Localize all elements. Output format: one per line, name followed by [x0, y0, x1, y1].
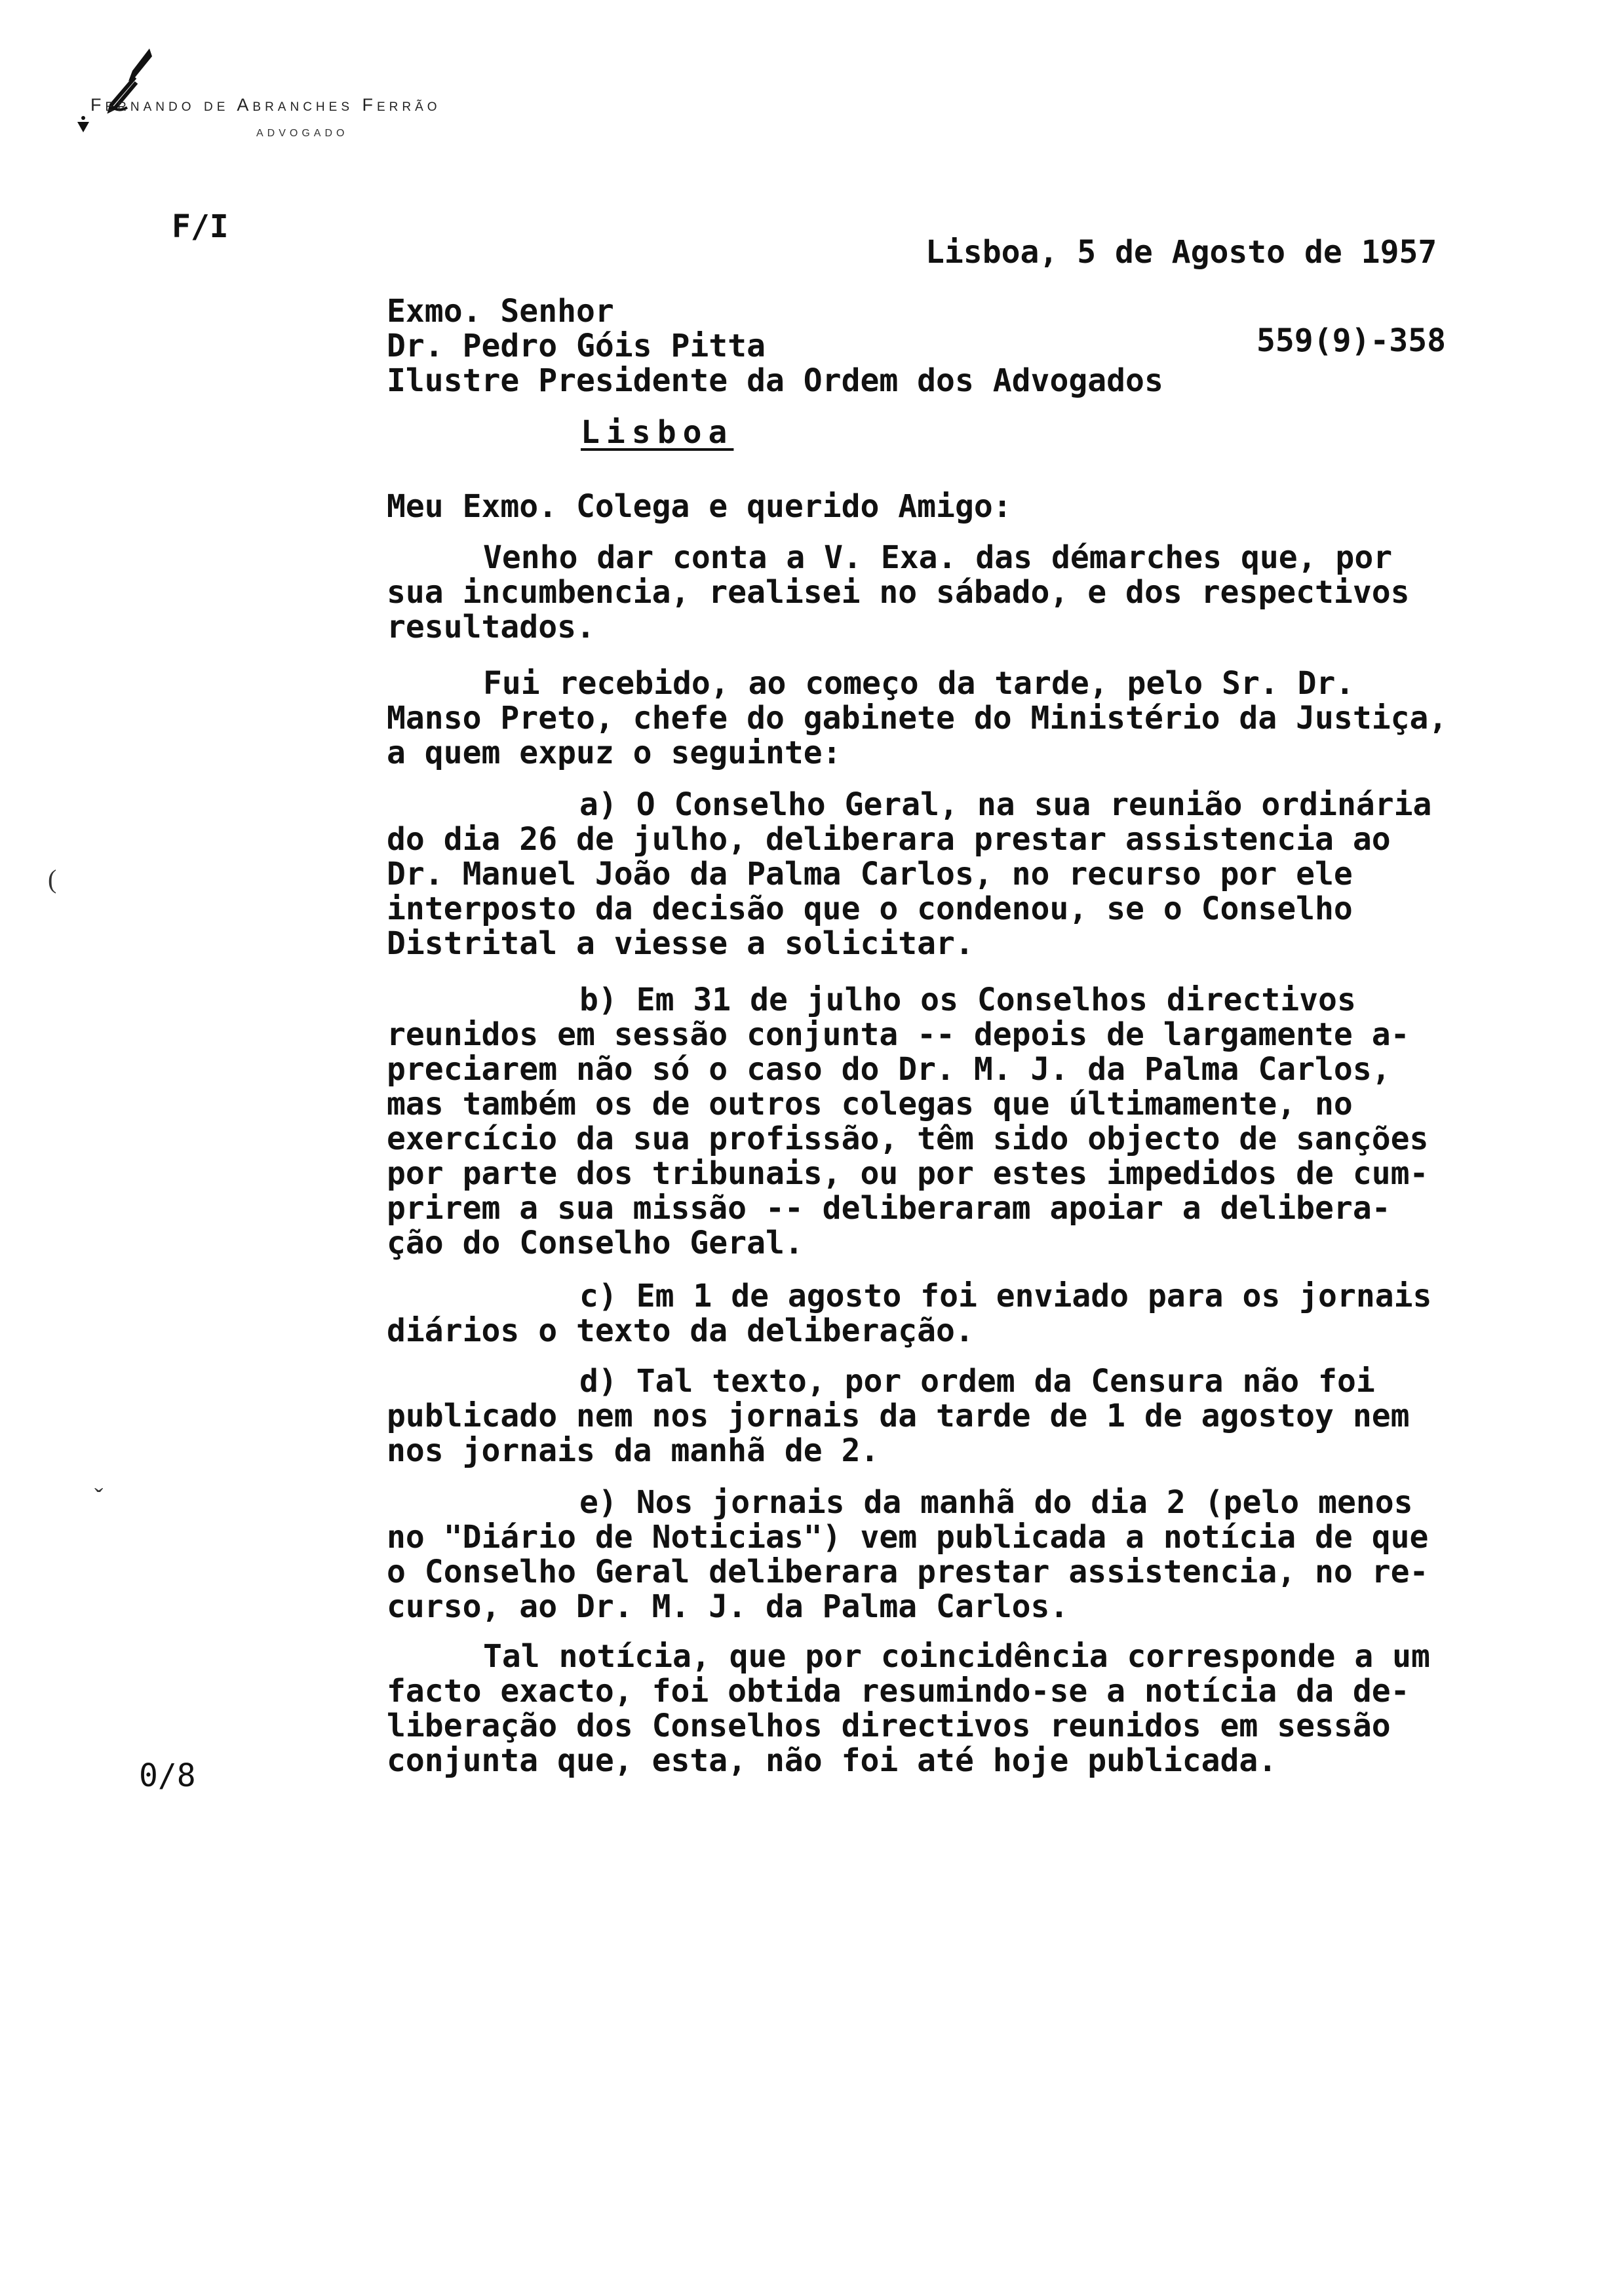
paragraph-line: o Conselho Geral deliberara prestar assistencia, no re- [387, 1554, 1429, 1590]
paragraph-line: exercício da sua profissão, têm sido objecto de sanções [387, 1120, 1429, 1157]
paragraph-line: a) O Conselho Geral, na sua reunião ordinária [579, 786, 1432, 823]
paragraph-line: por parte dos tribunais, ou por estes impedidos de cum- [387, 1155, 1429, 1192]
reference-number: 559(9)-358 [1256, 322, 1446, 359]
paragraph-line: Tal notícia, que por coincidência corresponde a um [483, 1638, 1430, 1675]
footer-reference: 0/8 [139, 1757, 196, 1794]
addressee-name: Dr. Pedro Góis Pitta [387, 328, 766, 364]
letterhead-role: ADVOGADO [256, 128, 349, 139]
paragraph-line: c) Em 1 de agosto foi enviado para os jornais [579, 1278, 1432, 1314]
pen-nib-logo-icon [72, 45, 164, 136]
paragraph-line: Fui recebido, ao começo da tarde, pelo Sr. Dr. [483, 665, 1355, 702]
place-date: Lisboa, 5 de Agosto de 1957 [925, 234, 1437, 271]
paragraph-line: prirem a sua missão -- deliberaram apoiar a delibera- [387, 1190, 1391, 1227]
paragraph-line: diários o texto da deliberação. [387, 1312, 974, 1349]
paragraph-line: mas também os de outros colegas que últimamente, no [387, 1086, 1353, 1122]
paragraph-line: liberação dos Conselhos directivos reunidos em sessão [387, 1708, 1391, 1744]
paragraph-line: a quem expuz o seguinte: [387, 735, 842, 771]
paragraph-line: Venho dar conta a V. Exa. das démarches que, por [483, 539, 1393, 576]
addressee-city: Lisboa [581, 414, 734, 451]
greeting: Meu Exmo. Colega e querido Amigo: [387, 488, 1012, 525]
paragraph-line: ção do Conselho Geral. [387, 1225, 804, 1261]
paragraph-line: reunidos em sessão conjunta -- depois de largamente a- [387, 1016, 1410, 1053]
paragraph-line: facto exacto, foi obtida resumindo-se a notícia da de- [387, 1673, 1410, 1710]
margin-paren-mark: ( [48, 864, 57, 894]
paragraph-line: preciarem não só o caso do Dr. M. J. da Palma Carlos, [387, 1051, 1391, 1088]
paragraph-line: sua incumbencia, realisei no sábado, e dos respectivos [387, 574, 1410, 611]
paragraph-line: conjunta que, esta, não foi até hoje publicada. [387, 1742, 1277, 1779]
paragraph-line: interposto da decisão que o condenou, se o Conselho [387, 890, 1353, 927]
letterhead-name: Fernando de Abranches Ferrão [90, 95, 441, 115]
paragraph-line: no "Diário de Noticias") vem publicada a notícia de que [387, 1519, 1429, 1556]
paragraph-line: Manso Preto, chefe do gabinete do Ministério da Justiça, [387, 700, 1448, 737]
addressee-salutation: Exmo. Senhor [387, 293, 614, 330]
paragraph-line: Dr. Manuel João da Palma Carlos, no recurso por ele [387, 856, 1353, 892]
paragraph-line: e) Nos jornais da manhã do dia 2 (pelo menos [579, 1484, 1413, 1521]
paragraph-line: b) Em 31 de julho os Conselhos directivos [579, 982, 1356, 1018]
left-reference: F/I [172, 208, 229, 245]
paragraph-line: curso, ao Dr. M. J. da Palma Carlos. [387, 1588, 1069, 1625]
paragraph-line: Distrital a viesse a solicitar. [387, 925, 974, 962]
paragraph-line: do dia 26 de julho, deliberara prestar assistencia ao [387, 821, 1391, 858]
margin-tick-mark: ˇ [94, 1483, 104, 1512]
paragraph-line: nos jornais da manhã de 2. [387, 1432, 880, 1469]
paragraph-line: resultados. [387, 609, 595, 645]
addressee-title: Ilustre Presidente da Ordem dos Advogados [387, 362, 1163, 399]
paragraph-line: d) Tal texto, por ordem da Censura não foi [579, 1363, 1375, 1400]
paragraph-line: publicado nem nos jornais da tarde de 1 de agostoy nem [387, 1398, 1410, 1434]
